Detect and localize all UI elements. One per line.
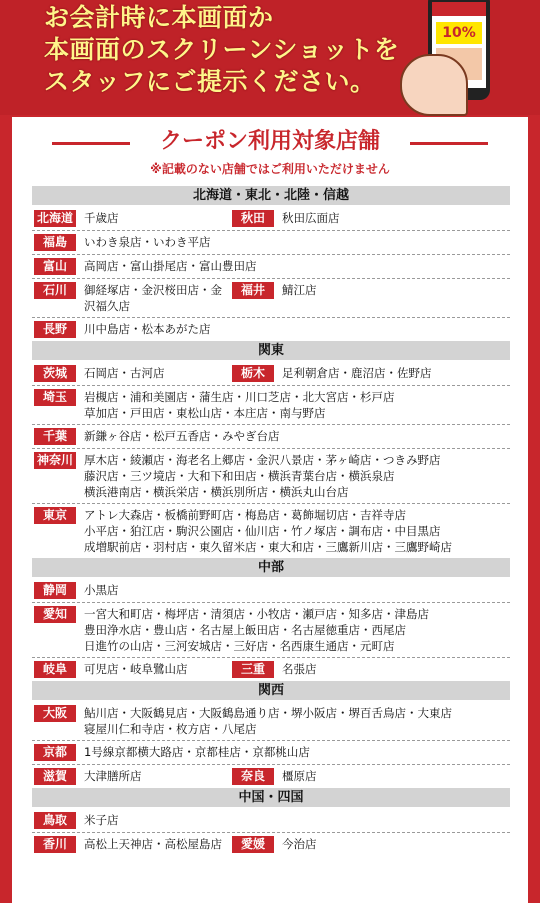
- store-names: 秋田広面店: [282, 211, 340, 225]
- prefecture-tag: 岐阜: [34, 661, 76, 678]
- phone-discount-badge: 10%: [436, 22, 482, 44]
- prefecture-row: [32, 833, 510, 856]
- store-names: 可児店・岐阜鷺山店: [84, 662, 188, 676]
- prefecture-tag: 東京: [34, 507, 76, 524]
- page-title: クーポン利用対象店舗: [159, 129, 380, 154]
- prefecture-row: [32, 809, 510, 833]
- prefecture-cell: [232, 768, 510, 785]
- store-names: 1号線京都横大路店・京都桂店・京都桃山店: [84, 745, 310, 759]
- hand-icon: [400, 54, 468, 116]
- title-divider-right: [410, 142, 488, 145]
- prefecture-cell: [34, 661, 232, 678]
- prefecture-cell: [232, 210, 510, 227]
- prefecture-tag: 福井: [232, 282, 274, 299]
- prefecture-tag: 石川: [34, 282, 76, 299]
- region-header: 関東: [32, 341, 510, 360]
- prefecture-tag: 福島: [34, 234, 76, 251]
- title-row: [12, 125, 528, 159]
- region-list: [32, 186, 510, 856]
- prefecture-row: [32, 702, 510, 741]
- prefecture-cell: [34, 282, 232, 314]
- prefecture-row: [32, 207, 510, 231]
- prefecture-cell: [34, 452, 510, 500]
- prefecture-row: [32, 279, 510, 318]
- prefecture-row: [32, 231, 510, 255]
- region-header: 関西: [32, 681, 510, 700]
- prefecture-row: [32, 386, 510, 425]
- banner-line: スタッフにご提示ください。: [44, 67, 376, 96]
- prefecture-cell: [34, 812, 510, 829]
- banner-line: 本画面のスクリーンショットを: [44, 35, 400, 64]
- prefecture-row: [32, 318, 510, 341]
- store-names: 川中島店・松本あがた店: [84, 322, 211, 336]
- store-names: 高岡店・富山掛尾店・富山豊田店: [84, 259, 257, 273]
- prefecture-tag: 静岡: [34, 582, 76, 599]
- store-names: 足利朝倉店・鹿沼店・佐野店: [282, 366, 432, 380]
- prefecture-row: [32, 425, 510, 449]
- store-names: 今治店: [282, 837, 317, 851]
- prefecture-tag: 茨城: [34, 365, 76, 382]
- store-names: いわき泉店・いわき平店: [84, 235, 211, 249]
- prefecture-tag: 鳥取: [34, 812, 76, 829]
- prefecture-tag: 富山: [34, 258, 76, 275]
- prefecture-cell: [34, 321, 510, 338]
- prefecture-cell: [34, 258, 510, 275]
- prefecture-tag: 千葉: [34, 428, 76, 445]
- prefecture-row: [32, 603, 510, 658]
- prefecture-tag: 三重: [232, 661, 274, 678]
- store-names: 橿原店: [282, 769, 317, 783]
- prefecture-row: [32, 362, 510, 386]
- prefecture-cell: [34, 744, 510, 761]
- prefecture-cell: [34, 389, 510, 421]
- prefecture-cell: [34, 234, 510, 251]
- prefecture-cell: [34, 582, 510, 599]
- region-header: 中部: [32, 558, 510, 577]
- prefecture-cell: [34, 210, 232, 227]
- prefecture-row: [32, 765, 510, 788]
- store-names: 米子店: [84, 813, 119, 827]
- store-list-card: [12, 117, 528, 903]
- prefecture-tag: 大阪: [34, 705, 76, 722]
- prefecture-cell: [34, 705, 510, 737]
- store-names: 小黒店: [84, 583, 119, 597]
- store-names: 千歳店: [84, 211, 119, 225]
- prefecture-tag: 長野: [34, 321, 76, 338]
- region-header: 北海道・東北・北陸・信越: [32, 186, 510, 205]
- prefecture-tag: 愛媛: [232, 836, 274, 853]
- store-names: 新鎌ヶ谷店・松戸五香店・みやぎ台店: [84, 429, 280, 443]
- store-names: 鮎川店・大阪鶴見店・大阪鶴島通り店・堺小阪店・堺百舌鳥店・大東店 寝屋川仁和寺店・枚方店・八尾店: [84, 706, 452, 736]
- prefecture-tag: 滋賀: [34, 768, 76, 785]
- phone-in-hand-illustration: [400, 0, 510, 112]
- prefecture-tag: 愛知: [34, 606, 76, 623]
- prefecture-cell: [34, 606, 510, 654]
- prefecture-tag: 神奈川: [34, 452, 76, 469]
- store-names: 一宮大和町店・梅坪店・清須店・小牧店・瀬戸店・知多店・津島店 豊田浄水店・豊山店・名古屋上飯田店・名古屋徳重店・西尾店 日進竹の山店・三河安城店・三好店・名西康生通店・元町店: [84, 607, 429, 653]
- prefecture-tag: 北海道: [34, 210, 76, 227]
- prefecture-row: [32, 504, 510, 558]
- prefecture-cell: [232, 282, 510, 299]
- store-names: 高松上天神店・高松屋島店: [84, 837, 222, 851]
- prefecture-tag: 京都: [34, 744, 76, 761]
- prefecture-tag: 栃木: [232, 365, 274, 382]
- prefecture-cell: [34, 507, 510, 555]
- prefecture-cell: [34, 836, 232, 853]
- store-names: アトレ大森店・板橋前野町店・梅島店・葛飾堀切店・吉祥寺店 小平店・狛江店・駒沢公園店・仙川店・竹ノ塚店・調布店・中目黒店 成増駅前店・羽村店・東久留米店・東大和店・三鷹新川店・三鷹野崎店: [84, 508, 452, 554]
- prefecture-row: [32, 658, 510, 681]
- prefecture-cell: [34, 365, 232, 382]
- store-names: 鯖江店: [282, 283, 317, 297]
- prefecture-cell: [232, 365, 510, 382]
- prefecture-row: [32, 449, 510, 504]
- prefecture-cell: [232, 661, 510, 678]
- store-names: 岩槻店・浦和美園店・蒲生店・川口芝店・北大宮店・杉戸店 草加店・戸田店・東松山店・本庄店・南与野店: [84, 390, 395, 420]
- prefecture-tag: 香川: [34, 836, 76, 853]
- prefecture-tag: 埼玉: [34, 389, 76, 406]
- store-names: 大津膳所店: [84, 769, 142, 783]
- prefecture-cell: [34, 768, 232, 785]
- prefecture-tag: 奈良: [232, 768, 274, 785]
- banner-text: [44, 2, 399, 98]
- prefecture-row: [32, 741, 510, 765]
- prefecture-row: [32, 579, 510, 603]
- prefecture-tag: 秋田: [232, 210, 274, 227]
- region-header: 中国・四国: [32, 788, 510, 807]
- instruction-banner: [0, 0, 540, 115]
- store-names: 御経塚店・金沢桜田店・金沢福久店: [84, 283, 222, 313]
- store-names: 石岡店・古河店: [84, 366, 165, 380]
- store-names: 名張店: [282, 662, 317, 676]
- prefecture-cell: [232, 836, 510, 853]
- prefecture-cell: [34, 428, 510, 445]
- banner-line: お会計時に本画面か: [44, 3, 274, 32]
- store-names: 厚木店・綾瀬店・海老名上郷店・金沢八景店・茅ヶ崎店・つきみ野店 藤沢店・三ツ境店・大和下和田店・横浜青葉台店・横浜泉店 横浜港南店・横浜栄店・横浜別所店・横浜丸山台店: [84, 453, 441, 499]
- availability-note: ※記載のない店舗ではご利用いただけません: [150, 162, 390, 176]
- prefecture-row: [32, 255, 510, 279]
